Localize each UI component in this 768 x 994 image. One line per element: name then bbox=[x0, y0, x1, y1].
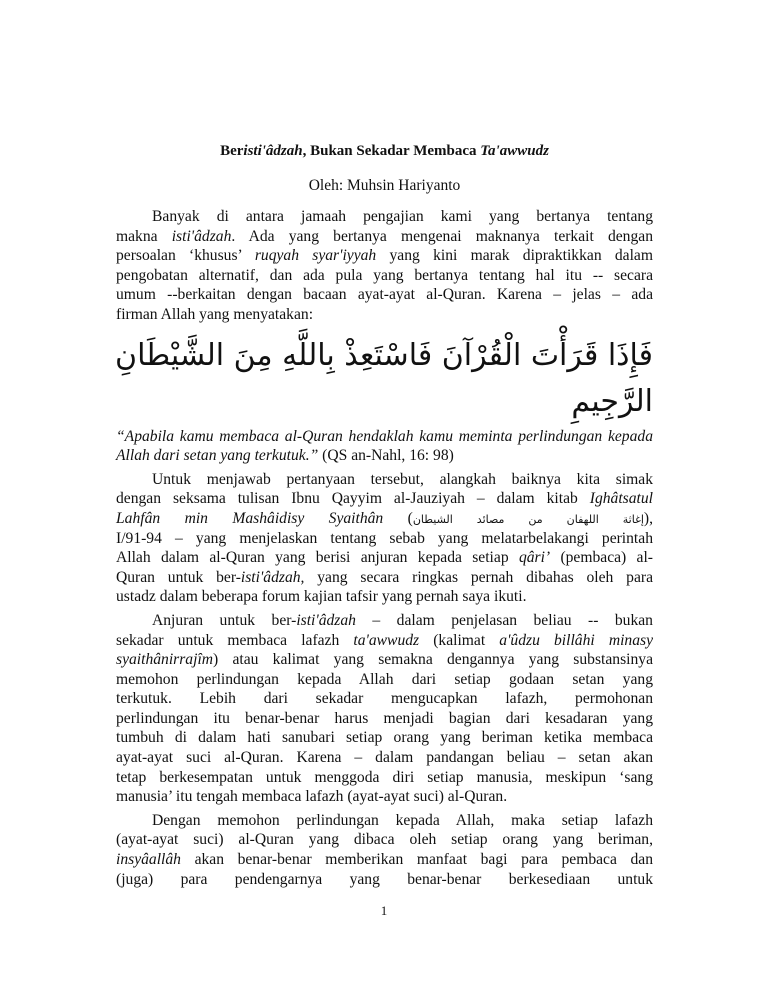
text-segment: (juga) para pendengarnya yang benar-benar berkesediaan untuk bbox=[116, 870, 653, 888]
text-segment: memohon perlindungan kepada Allah dari setiap godaan setan yang bbox=[116, 670, 653, 688]
text-segment: isti'âdzah bbox=[243, 143, 303, 159]
text-segment: Ta'awwudz bbox=[480, 143, 549, 159]
text-line bbox=[116, 768, 653, 788]
text-line bbox=[116, 446, 653, 466]
verse-line: فَإِذَا قَرَأْتَ الْقُرْآنَ فَاسْتَعِذْ بِاللَّهِ مِنَ الشَّيْطَانِ bbox=[115, 337, 653, 373]
paragraph bbox=[116, 470, 653, 607]
text-segment: ayat-ayat suci al-Quran. Karena – dalam pandangan beliau – setan akan bbox=[116, 749, 653, 767]
text-line bbox=[116, 611, 653, 631]
paragraph bbox=[116, 811, 653, 889]
verse-translation bbox=[116, 427, 653, 466]
text-segment: Quran untuk ber- bbox=[116, 568, 241, 586]
text-segment: insyâallâh bbox=[116, 851, 181, 869]
text-line bbox=[116, 548, 653, 568]
document-author: Oleh: Muhsin Hariyanto bbox=[308, 177, 461, 194]
text-segment: Allah dari setan yang terkutuk.” bbox=[116, 447, 319, 465]
text-segment: Banyak di antara jamaah pengajian kami yang bertanya tentang bbox=[152, 208, 653, 225]
text-segment: manusia’ itu tengah membaca lafazh (ayat-ayat suci) al-Quran. bbox=[116, 788, 508, 806]
text-segment: Ighâtsatul bbox=[589, 490, 653, 508]
quran-verse bbox=[116, 333, 653, 425]
text-segment: I/91-94 – yang menjelaskan tentang sebab yang melatarbelakangi perintah bbox=[116, 529, 653, 547]
document-body bbox=[116, 207, 653, 893]
paragraph bbox=[116, 611, 653, 807]
text-line bbox=[116, 650, 653, 670]
text-segment: syaithânirrajîm bbox=[116, 651, 214, 669]
text-segment: (kalimat bbox=[419, 631, 500, 649]
text-line bbox=[116, 427, 653, 447]
text-segment: qâri’ bbox=[518, 549, 551, 567]
text-segment: terkutuk. Lebih dari sekadar mengucapkan lafazh, permohonan bbox=[116, 690, 653, 708]
text-segment: isti'âdzah bbox=[171, 227, 232, 245]
text-segment: ta'awwudz bbox=[353, 631, 420, 649]
text-segment: (pembaca) al- bbox=[550, 549, 653, 567]
text-segment: yang kini marak dipraktikkan dalam bbox=[376, 247, 653, 265]
text-segment: ustadz dalam beberapa forum kajian tafsir yang pernah saya ikuti. bbox=[116, 588, 527, 606]
text-segment: Allah dalam al-Quran yang berisi anjuran kepada setiap bbox=[116, 549, 519, 567]
text-segment: . Ada yang bertanya mengenai maknanya terkait dengan bbox=[231, 227, 653, 245]
text-segment: Lahfân min Mashâidisy Syaithân bbox=[116, 509, 384, 527]
text-segment: ( bbox=[383, 509, 413, 527]
text-line bbox=[116, 266, 653, 286]
page-number: 1 bbox=[380, 903, 388, 918]
text-segment: yang secara ringkas pernah dibahas oleh para bbox=[304, 568, 653, 586]
text-line bbox=[116, 285, 653, 305]
text-line bbox=[116, 870, 653, 890]
paragraph bbox=[116, 207, 653, 325]
text-segment: Dengan memohon perlindungan kepada Allah, maka setiap lafazh bbox=[152, 811, 653, 829]
text-segment: perlindungan itu benar-benar harus menjadi bagian dari kesadaran yang bbox=[116, 709, 653, 727]
text-segment: sekadar untuk membaca lafazh bbox=[116, 631, 354, 649]
text-line bbox=[116, 227, 653, 247]
text-segment: isti'âdzah bbox=[296, 611, 356, 629]
arabic-text-segment: إغاثة اللهفان من مصائد الشيطان bbox=[412, 512, 644, 526]
text-line bbox=[116, 246, 653, 266]
text-line bbox=[116, 787, 653, 807]
text-segment: a'ûdzu billâhi minasy bbox=[499, 631, 653, 649]
text-segment: firman Allah yang menyatakan: bbox=[116, 305, 314, 323]
text-segment: ruqyah syar'iyyah bbox=[254, 247, 377, 265]
text-segment: (QS an-Nahl, 16: 98) bbox=[318, 447, 454, 465]
text-segment: makna bbox=[116, 227, 172, 245]
text-line bbox=[116, 305, 653, 325]
text-line bbox=[116, 670, 653, 690]
text-segment: “Apabila kamu membaca al-Quran hendaklah kamu meminta perlindungan kepada bbox=[116, 427, 653, 445]
text-line bbox=[116, 689, 653, 709]
text-line bbox=[116, 587, 653, 607]
text-segment: ), bbox=[643, 509, 653, 527]
text-segment: Anjuran untuk ber- bbox=[152, 611, 297, 629]
text-line bbox=[116, 470, 653, 490]
text-segment: persoalan ‘khusus’ bbox=[116, 247, 255, 265]
text-line bbox=[116, 631, 653, 651]
text-segment: Untuk menjawab pertanyaan tersebut, alangkah baiknya kita simak bbox=[152, 470, 653, 488]
text-segment: , Bukan Sekadar Membaca bbox=[302, 143, 481, 159]
text-line bbox=[116, 529, 653, 549]
text-line bbox=[116, 709, 653, 729]
text-segment: dengan seksama tulisan Ibnu Qayyim al-Jauziyah – dalam kitab bbox=[116, 490, 590, 508]
text-line bbox=[116, 568, 653, 588]
text-segment: umum --berkaitan dengan bacaan ayat-ayat al-Quran. Karena – jelas – ada bbox=[116, 286, 653, 304]
verse-line: الرَّجِيمِ bbox=[571, 383, 653, 419]
text-segment: Ber bbox=[220, 143, 244, 159]
text-line bbox=[116, 207, 653, 227]
text-line bbox=[116, 748, 653, 768]
document-title bbox=[116, 143, 653, 160]
text-segment: pengobatan alternatif, dan ada pula yang bertanya tentang hal itu -- secara bbox=[116, 266, 653, 284]
text-line bbox=[116, 489, 653, 509]
text-segment: tetap berkesempatan untuk menggoda diri setiap manusia, meskipun ‘sang bbox=[116, 768, 653, 786]
text-segment: tumbuh di dalam hati sanubari setiap orang yang beriman ketika membaca bbox=[116, 729, 653, 747]
text-segment: (ayat-ayat suci) al-Quran yang dibaca oleh setiap orang yang beriman, bbox=[116, 831, 653, 849]
text-line bbox=[116, 830, 653, 850]
text-segment: ) atau kalimat yang semakna dengannya yang substansinya bbox=[213, 651, 653, 669]
text-segment: isti'âdzah, bbox=[240, 568, 305, 586]
text-segment: – dalam penjelasan beliau -- bukan bbox=[355, 611, 653, 629]
text-line bbox=[116, 509, 653, 529]
text-line bbox=[116, 728, 653, 748]
text-line bbox=[116, 811, 653, 831]
text-line bbox=[116, 850, 653, 870]
text-segment: akan benar-benar memberikan manfaat bagi para pembaca dan bbox=[180, 851, 653, 869]
